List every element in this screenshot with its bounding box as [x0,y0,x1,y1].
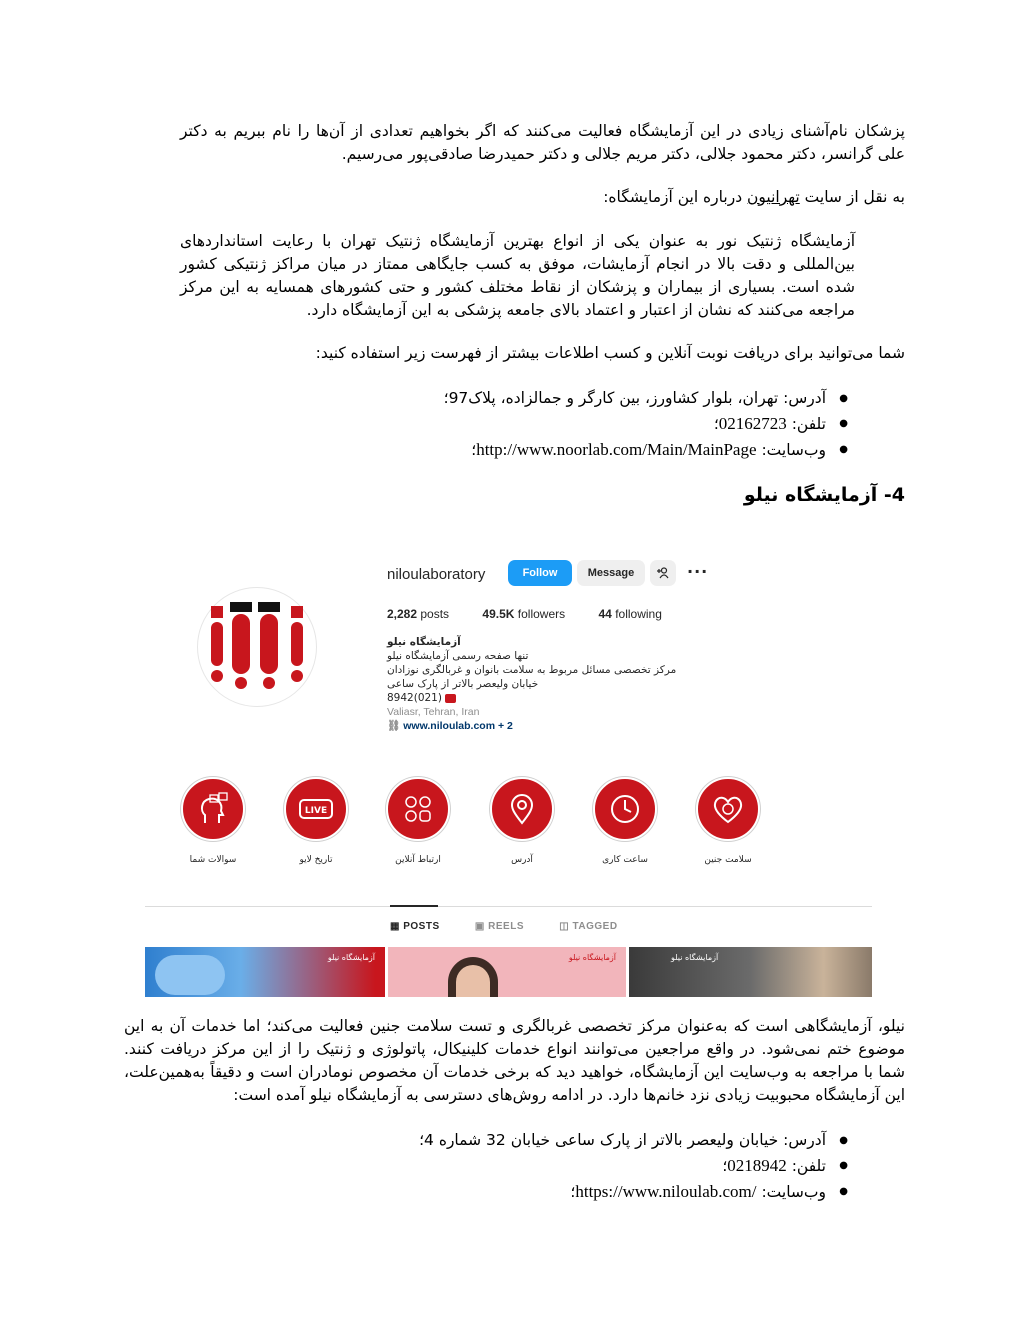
highlight-fetal-health[interactable]: سلامت جنین [695,777,761,865]
following-stat[interactable]: 44 following [598,607,662,621]
nilou-lab-contact-list [419,1128,848,1205]
tab-posts[interactable]: ▦ POSTS [390,921,440,932]
bio-phone: 8942(021) [387,691,687,705]
paragraph-online-booking: شما می‌توانید برای دریافت نوبت آنلاین و کسب اطلاعات بیشتر از فهرست زیر استفاده کنید: [315,344,905,362]
highlight-working-hours[interactable]: ساعت کاری [592,777,658,865]
list-item-phone: ● تلفن: 0218942؛ [419,1153,848,1179]
message-button[interactable]: Message [577,560,645,586]
story-highlights [177,777,777,867]
post-brand-label: آزمایشگاه نیلو [568,953,616,962]
noorlab-website-link[interactable]: http://www.noorlab.com/Main/MainPage [476,440,757,459]
phone-icon [445,694,456,703]
list-item-address: ● آدرس: خیابان ولیعصر بالاتر از پارک ساعی خیابان 32 شماره 4؛ [419,1128,848,1153]
list-item-address: ● آدرس: تهران، بلوار کشاورز، بین کارگر و جمالزاده، پلاک97؛ [444,386,848,411]
posts-stat: 2,282 posts [387,607,450,621]
heart-icon [710,791,746,827]
post-thumbnail[interactable] [388,947,626,997]
profile-bio [387,635,687,733]
bio-location: Valiasr, Tehran, Iran [387,706,480,718]
post-brand-label: آزمایشگاه نیلو [327,953,375,962]
tehranion-link[interactable]: تهرانیون [747,188,800,206]
more-options-icon[interactable]: ··· [687,562,709,581]
question-head-icon [195,791,231,827]
active-tab-indicator [390,905,438,907]
follow-button[interactable]: Follow [508,560,572,586]
add-user-button[interactable] [650,560,676,586]
followers-stat[interactable]: 49.5K followers [482,607,566,621]
paragraph-doctors: پزشکان نام‌آشنای زیادی در این آزمایشگاه فعالیت می‌کنند که اگر بخواهیم تعدادی از آن‌ها را نام ببریم به دکتر علی گرانسر، دکتر محمود جلالی، دکتر مریم جلالی و دکتر حمیدرضا صادقی‌پور می‌رسیم. [180,122,905,163]
list-item-phone: ● تلفن: 02162723؛ [444,411,848,437]
niloulab-website-link[interactable]: https://www.niloulab.com/ [575,1182,757,1201]
quote-noor-lab: آزمایشگاه ژنتیک نور به عنوان یکی از انواع بهترین آزمایشگاه ژنتیک تهران با رعایت استانداردهای بین‌المللی و دقت بالا در انجام آزمایشات، موفق به کسب جایگاهی ممتاز در میان مراکز ژنتیکی کشور شده است. بسیاری از بیماران و پزشکان از نقاط مختلف کشور و حتی کشورهای همسایه به این مرکز مراجعه می‌کنند که نشان از اعتبار و اعتماد بالای جامعه پزشکی به این آزمایشگاه دارد. [180,232,855,319]
social-icons-icon [400,791,436,827]
link-icon: ⛓ [387,720,401,732]
bio-line: مرکز تخصصی مسائل مربوط به سلامت بانوان و غربالگری نوزادان [387,664,677,676]
bio-line: خیابان ولیعصر بالاتر از پارک ساعی [387,678,539,690]
post-thumbnail[interactable] [629,947,872,997]
paragraph-source [180,186,905,209]
source-prefix: به نقل از سایت [799,188,905,206]
tab-reels[interactable]: ▣ REELS [474,921,524,932]
profile-tabs [390,921,650,932]
bio-name: آزمایشگاه نیلو [387,636,461,648]
profile-stats [387,607,692,621]
highlight-online-contact[interactable]: ارتباط آنلاین [385,777,451,865]
post-thumbnails [145,947,872,997]
highlight-address[interactable]: آدرس [489,777,555,865]
tab-tagged[interactable]: ◫ TAGGED [559,921,618,932]
nilou-logo [197,587,317,707]
highlight-your-questions[interactable]: سوالات شما [180,777,246,865]
add-user-icon [656,567,670,579]
instagram-username: niloulaboratory [387,566,486,583]
paragraph-nilou-description: نیلو، آزمایشگاهی است که به‌عنوان مرکز تخصصی غربالگری و تست سلامت جنین فعالیت می‌کند؛ اما خدمات آن به این موضوع ختم نمی‌شود. در واقع مراجعین می‌توانند انواع خدمات کلینیکال، پاتولوژی و ژنتیک را از این مرکز دریافت کنند. شما با مراجعه به وب‌سایت این آزمایشگاه، خواهید دید که برخی خدمات آن مخصوص نومادران است و دقیقاً به‌همین‌علت، این آزمایشگاه محبوبیت زیادی نزد خانم‌ها دارد. در ادامه روش‌های دسترسی به آزمایشگاه نیلو آمده است: [124,1017,905,1104]
source-suffix: درباره این آزمایشگاه: [603,188,748,206]
noor-lab-contact-list [444,386,848,463]
list-item-website: ● وب‌سایت: http://www.noorlab.com/Main/MainPage؛ [444,437,848,463]
section-heading-nilou: 4- آزمایشگاه نیلو [743,484,905,506]
post-thumbnail[interactable] [145,947,385,997]
tabs-divider [145,906,872,907]
bio-line: تنها صفحه رسمی آزمایشگاه نیلو [387,650,529,662]
highlight-live-history[interactable]: LIVE تاریخ لایو [283,777,349,865]
post-brand-label: آزمایشگاه نیلو [671,953,719,962]
instagram-profile-screenshot [145,545,872,997]
live-video-icon [296,791,336,827]
list-item-website: ● وب‌سایت: https://www.niloulab.com/؛ [419,1179,848,1205]
bio-website-link[interactable]: ⛓ www.niloulab.com + 2 [387,720,513,732]
clock-icon [607,791,643,827]
live-label: LIVE [304,806,328,816]
location-pin-icon [504,791,540,827]
